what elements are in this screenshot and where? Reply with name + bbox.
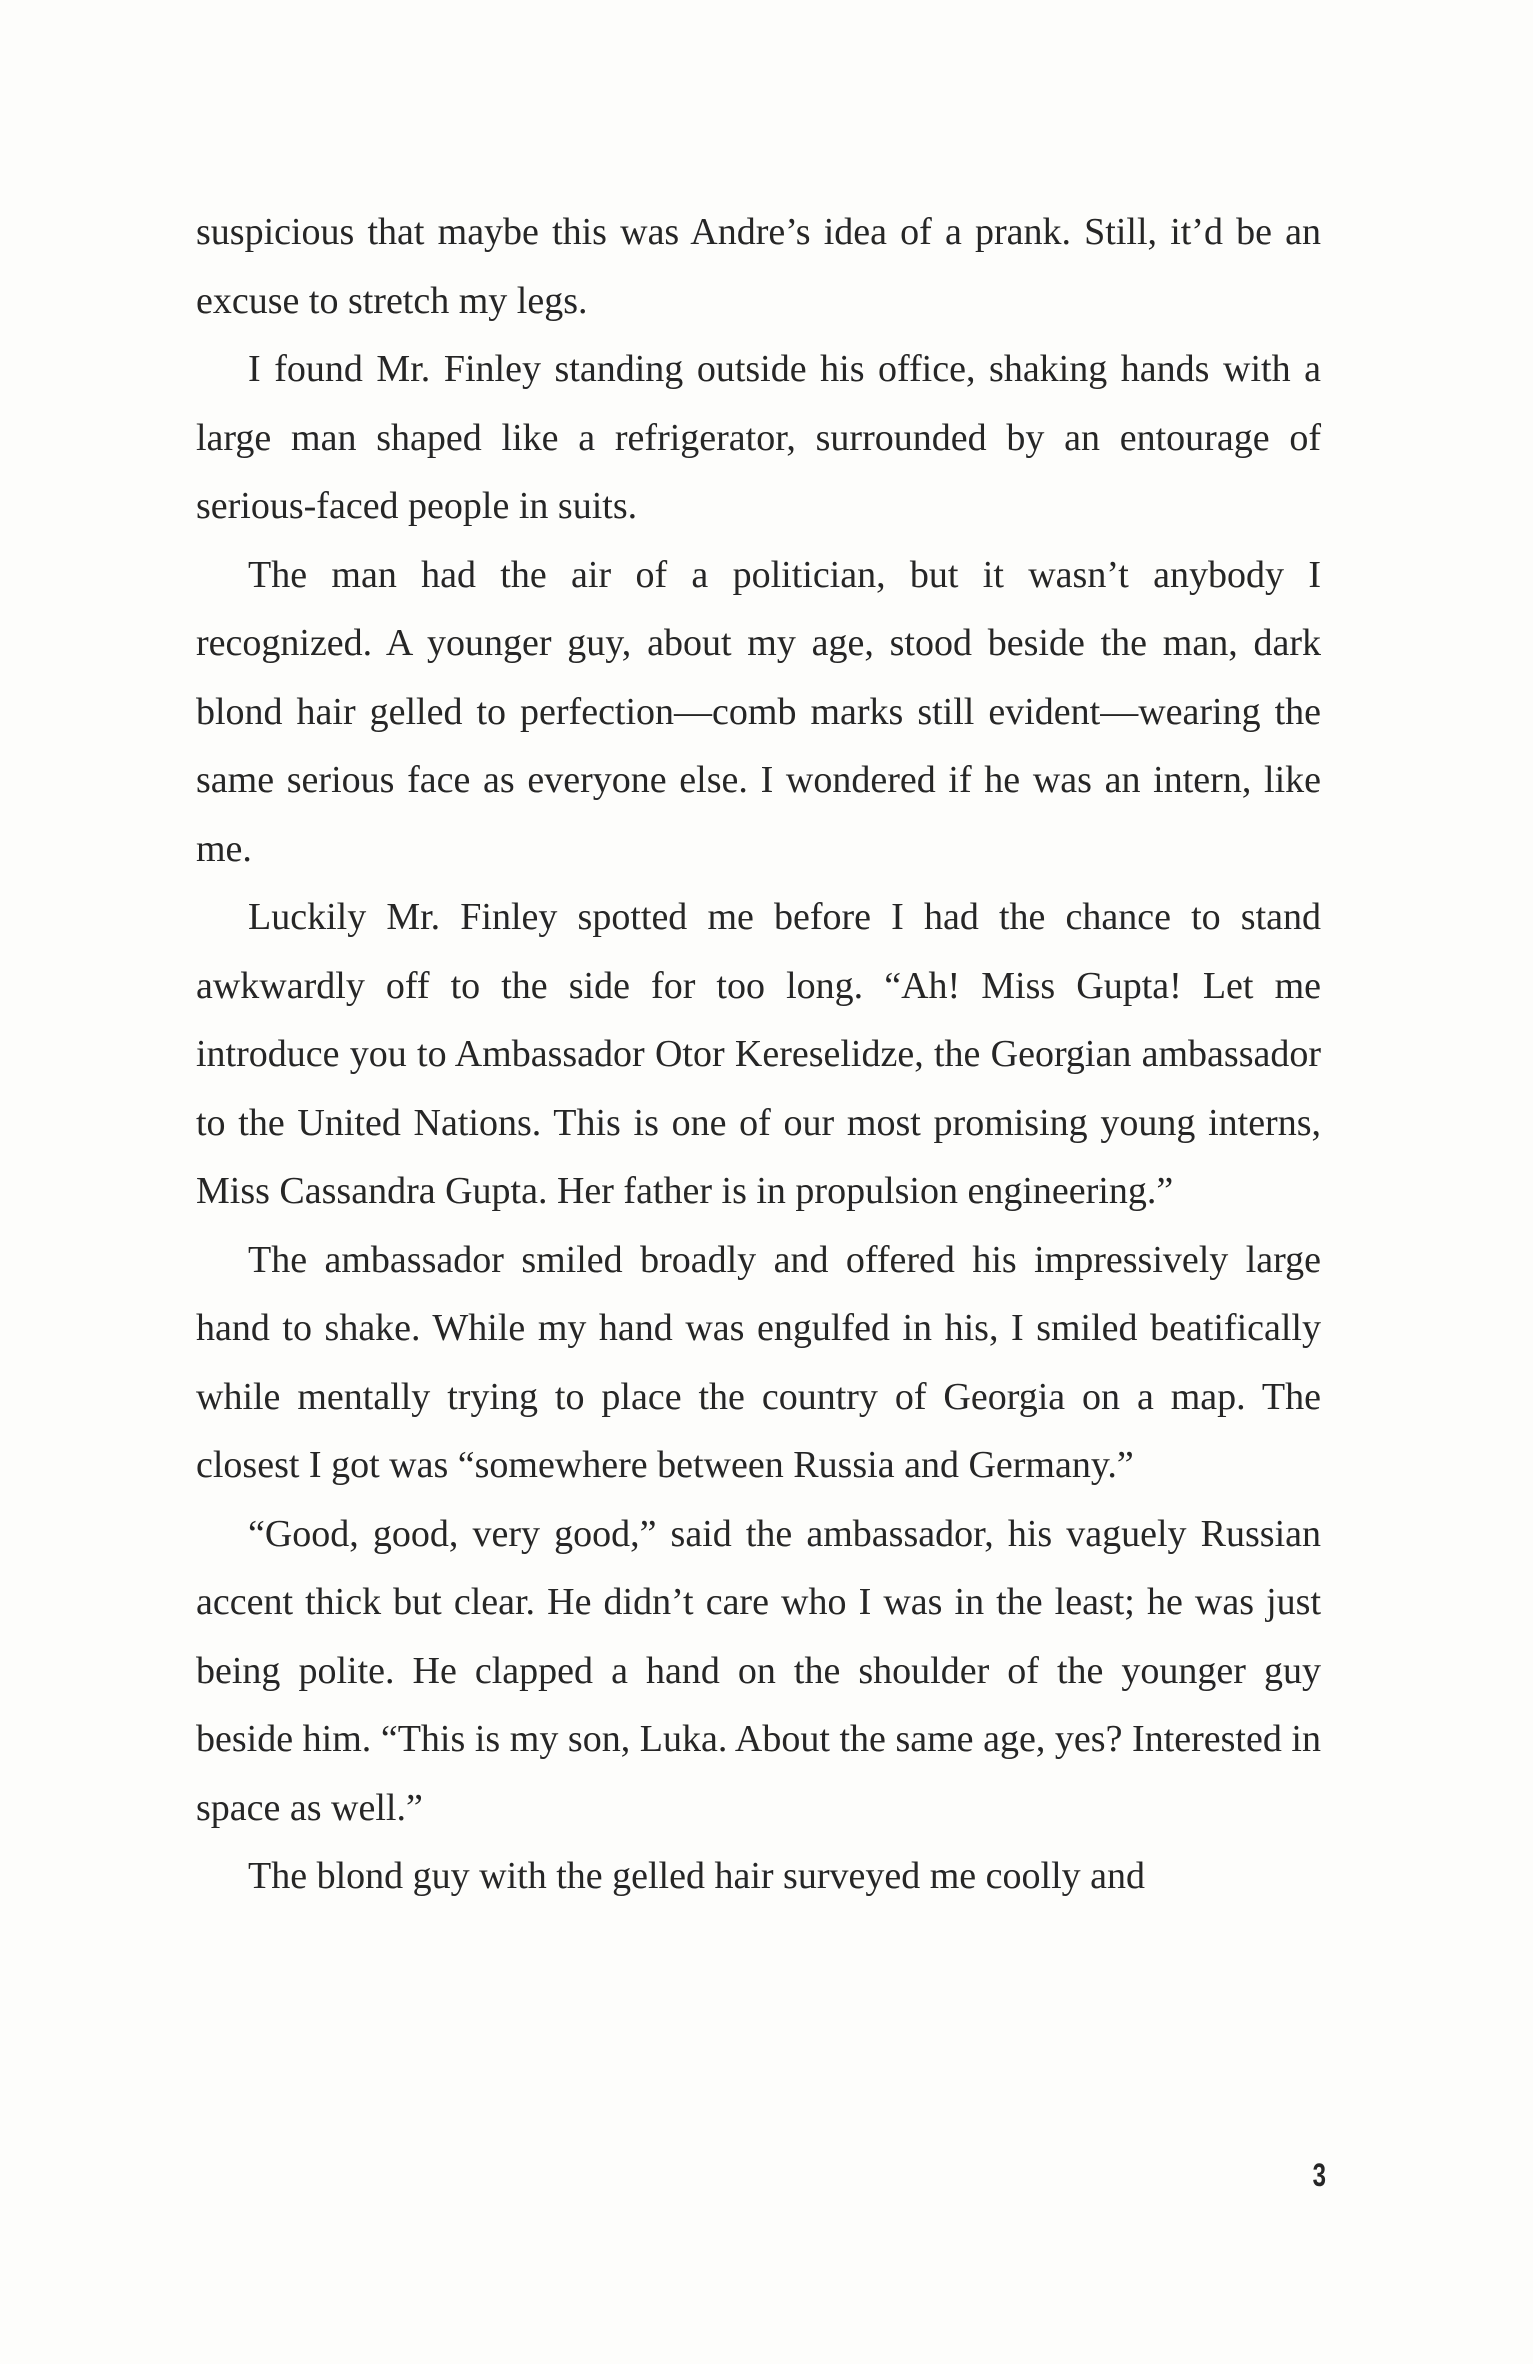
paragraph: Luckily Mr. Finley spotted me before I had the chance to stand awkwardly off to the side for too long. “Ah! Miss Gupta! Let me introduce you to Ambassador Otor Kereselidze, the Georgian ambassador to the United Nations. This is one of our most promising young interns, Miss Cassandra Gupta. Her father is in propulsion engineering.” bbox=[196, 896, 1321, 1212]
paragraph: I found Mr. Finley standing outside his office, shaking hands with a large man shaped like a refrigerator, surrounded by an entourage of serious-faced people in suits. bbox=[196, 348, 1321, 527]
page-number: 3 bbox=[1312, 2157, 1326, 2193]
paragraph: The man had the air of a politician, but it wasn’t anybody I recognized. A younger guy, about my age, stood beside the man, dark blond hair gelled to perfection—comb marks still evident—wearing the same serious face as everyone else. I wondered if he was an intern, like me. bbox=[196, 553, 1321, 870]
paragraph: The blond guy with the gelled hair surveyed me coolly and bbox=[248, 1855, 1145, 1897]
paragraph: The ambassador smiled broadly and offered his impressively large hand to shake. While my hand was engulfed in his, I smiled beatifically while mentally trying to place the country of Georgia on a map. The closest I got was “somewhere between Russia and Germany.” bbox=[196, 1238, 1321, 1486]
paragraph-continuation: suspicious that maybe this was Andre’s idea of a prank. Still, it’d be an excuse to stretch my legs. bbox=[196, 211, 1321, 322]
body-text bbox=[196, 198, 1321, 1911]
paragraph: “Good, good, very good,” said the ambassador, his vaguely Russian accent thick but clear. He didn’t care who I was in the least; he was just being polite. He clapped a hand on the shoulder of the younger guy beside him. “This is my son, Luka. About the same age, yes? Interested in space as well.” bbox=[196, 1512, 1321, 1829]
